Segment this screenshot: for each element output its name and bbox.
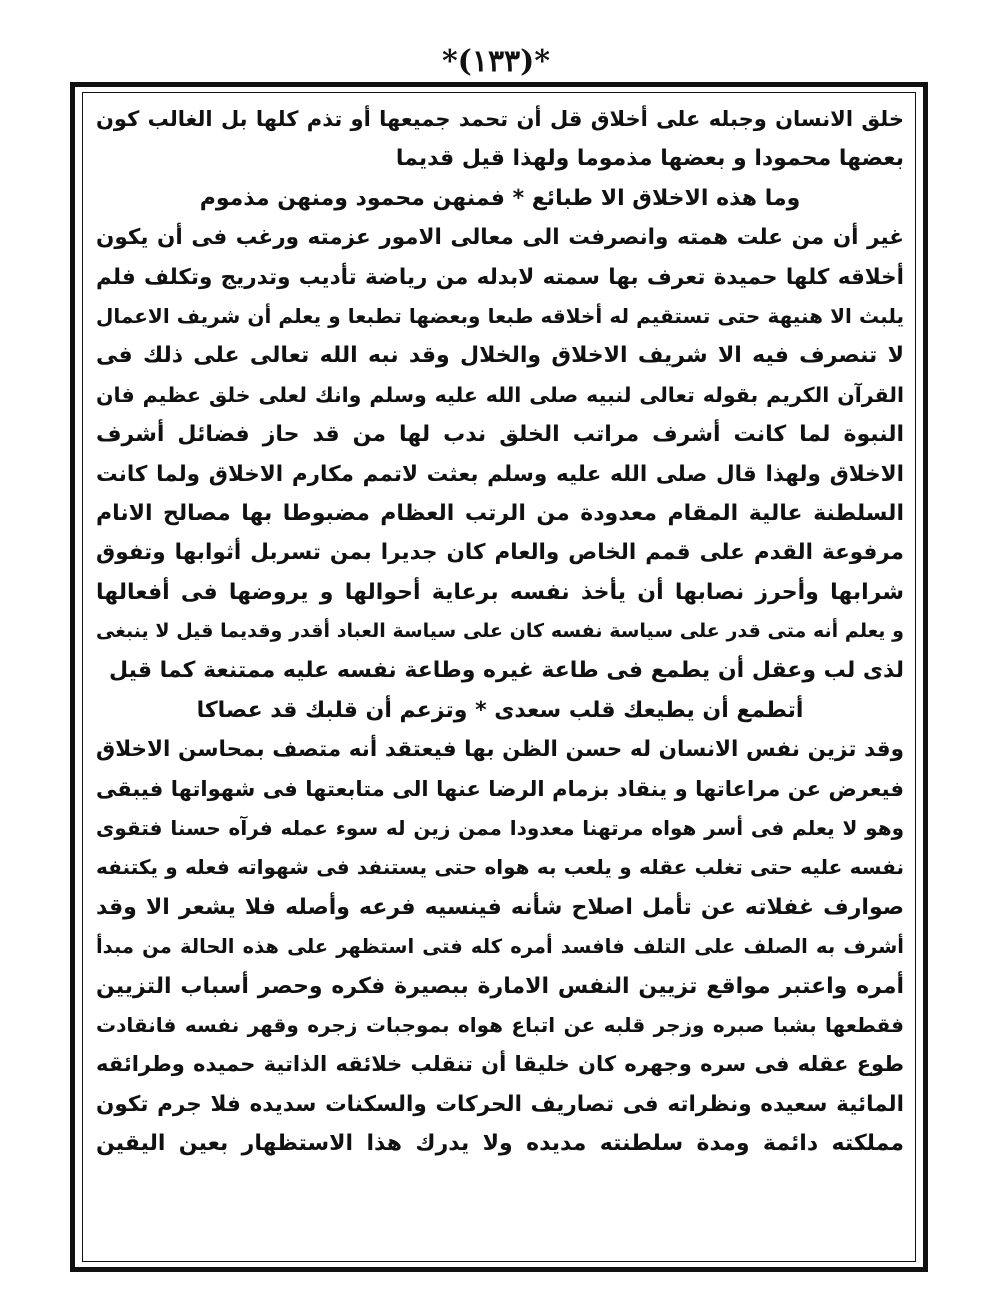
text-line: السلطنة عالية المقام معدودة من الرتب العظام مضبوطا بها مصالح الانام <box>96 500 904 526</box>
text-line: يلبث الا هنيهة حتى تستقيم له أخلاقه طبعا وبعضها تطبعا و يعلم أن شريف الاعمال <box>96 303 904 328</box>
text-line: بعضها محمودا و بعضها مذموما ولهذا قيل قديما <box>395 146 904 172</box>
text-line: و يعلم أنه متى قدر على سياسة نفسه كان على سياسة العباد أقدر وقديما قيل لا ينبغى <box>96 620 904 643</box>
text-line: صوارف غفلاته عن تأمل اصلاح شأنه فينسيه فرعه وأصله فلا يشعر الا وقد <box>96 894 904 920</box>
text-line: أخلاقه كلها حميدة تعرف بها سمته لابدله من رياضة تأديب وتدريج وتكلف فلم <box>96 264 904 290</box>
text-line: المائية سعيده ونظراته فى تصاريف الحركات والسكنات سديده فلا جرم تكون <box>96 1091 904 1117</box>
text-line: وهو لا يعلم فى أسر هواه مرتهنا معدودا ممن زين له سوء عمله فرآه حسنا فتقوى <box>96 816 904 841</box>
text-line: غير أن من علت همته وانصرفت الى معالى الامور عزمته ورغب فى أن يكون <box>96 225 904 251</box>
verse-line: وما هذه الاخلاق الا طبائع * فمنهن محمود ومنهن مذموم <box>199 185 801 211</box>
text-line: القرآن الكريم بقوله تعالى لنبيه صلى الله عليه وسلم وانك لعلى خلق عظيم فان <box>96 382 904 407</box>
text-line: النبوة لما كانت أشرف مراتب الخلق ندب لها من قد حاز فضائل أشرف <box>96 422 904 448</box>
text-line: أمره واعتبر مواقع تزيين النفس الامارة ببصيرة فكره وحصر أسباب التزيين <box>96 973 904 999</box>
verse-line: أتطمع أن يطيعك قلب سعدى * وتزعم أن قلبك قد عصاكا <box>196 697 804 723</box>
text-line: نفسه عليه حتى تغلب عقله و يلعب به هواه حتى يستنفد فى شهواته فعله و يكتنفه <box>96 855 904 880</box>
text-line: فيعرض عن مراعاتها و ينقاد بزمام الرضا عنها الى متابعتها فى شهواتها فيبقى <box>96 776 904 801</box>
text-line: فقطعها بشبا صبره وزجر قلبه عن اتباع هواه بموجبات زجره وقهر نفسه فانقادت <box>96 1012 904 1037</box>
text-line: الاخلاق ولهذا قال صلى الله عليه وسلم بعثت لاتمم مكارم الاخلاق ولما كانت <box>96 461 904 487</box>
text-line: لذى لب وعقل أن يطمع فى طاعة غيره وطاعة نفسه عليه ممتنعة كما قيل <box>108 658 904 684</box>
text-line: لا تنصرف فيه الا شريف الاخلاق والخلال وقد نبه الله تعالى على ذلك فى <box>96 343 904 369</box>
text-line: مملكته دائمة ومدة سلطنته مديده ولا يدرك هذا الاستظهار بعين اليقين <box>96 1131 904 1157</box>
text-line: طوع عقله فى سره وجهره كان خليقا أن تنقلب خلائقه الذاتية حميده وطرائقه <box>96 1052 904 1077</box>
text-line: أشرف به الصلف على التلف فافسد أمره كله فتى استظهر على هذه الحالة من مبدأ <box>96 935 904 959</box>
body-text <box>96 100 904 1164</box>
text-line: خلق الانسان وجبله على أخلاق قل أن تحمد جميعها أو تذم كلها بل الغالب كون <box>96 107 904 131</box>
text-line: وقد تزين نفس الانسان له حسن الظن بها فيعتقد أنه متصف بمحاسن الاخلاق <box>96 737 904 763</box>
page-number: *(١٣٣)* <box>441 44 551 79</box>
text-line: شرابها وأحرز نصابها أن يأخذ نفسه برعاية أحوالها و يروضها فى أفعالها <box>96 579 904 605</box>
text-line: مرفوعة القدم على قمم الخاص والعام كان جديرا بمن تسربل أثوابها وتفوق <box>96 540 904 566</box>
